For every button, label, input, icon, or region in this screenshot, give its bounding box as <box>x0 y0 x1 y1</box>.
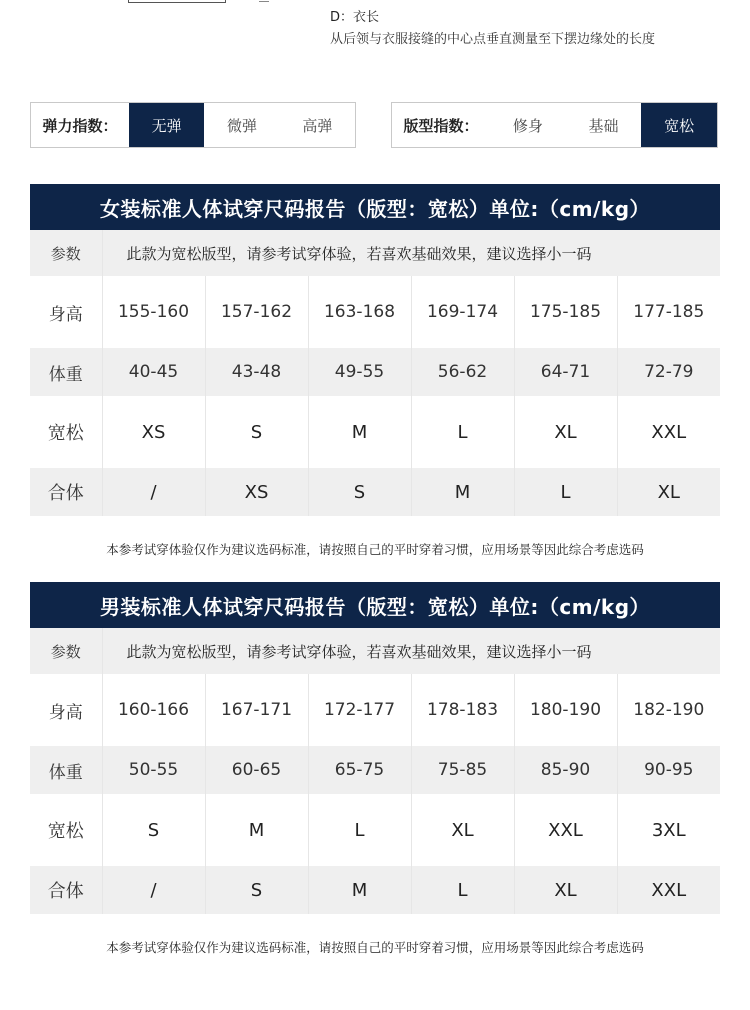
elastic-option-high: 高弹 <box>302 116 333 135</box>
loose-size-cell: S <box>102 794 205 866</box>
elastic-index-box <box>30 102 356 148</box>
fit-label: 合体 <box>30 866 102 914</box>
height-cell: 167-171 <box>205 674 308 746</box>
height-cell: 163-168 <box>308 276 411 348</box>
loose-label: 宽松 <box>30 396 102 468</box>
param-note: 此款为宽松版型，请参考试穿体验，若喜欢基础效果，建议选择小一码 <box>102 628 720 674</box>
table-row <box>30 794 720 866</box>
fit-size-cell: XXL <box>617 866 720 914</box>
table-row <box>30 628 720 674</box>
elastic-option-slight: 微弹 <box>226 116 257 135</box>
weight-cell: 56-62 <box>411 348 514 396</box>
height-label: 身高 <box>30 674 102 746</box>
loose-size-cell: M <box>308 396 411 468</box>
fit-size-cell: L <box>514 468 617 516</box>
loose-size-cell: 3XL <box>617 794 720 866</box>
table-row <box>30 674 720 746</box>
fit-size-cell: S <box>308 468 411 516</box>
fit-label: 合体 <box>30 468 102 516</box>
fit-index-label: 版型指数： <box>403 116 479 135</box>
weight-cell: 75-85 <box>411 746 514 794</box>
loose-size-cell: XXL <box>617 396 720 468</box>
fit-size-cell: XL <box>617 468 720 516</box>
table-row <box>30 396 720 468</box>
weight-cell: 85-90 <box>514 746 617 794</box>
height-cell: 178-183 <box>411 674 514 746</box>
weight-cell: 60-65 <box>205 746 308 794</box>
fit-size-cell: XS <box>205 468 308 516</box>
men-footnote: 本参考试穿体验仅作为建议选码标准，请按照自己的平时穿着习惯，应用场景等因此综合考虑选码 <box>106 940 644 955</box>
height-cell: 177-185 <box>617 276 720 348</box>
loose-size-cell: M <box>205 794 308 866</box>
loose-label: 宽松 <box>30 794 102 866</box>
height-cell: 169-174 <box>411 276 514 348</box>
height-cell: 160-166 <box>102 674 205 746</box>
top-decoration-line <box>259 0 269 2</box>
women-size-table <box>30 230 720 516</box>
height-cell: 182-190 <box>617 674 720 746</box>
loose-size-cell: L <box>411 396 514 468</box>
param-label: 参数 <box>30 628 102 674</box>
women-table-title: 女装标准人体试穿尺码报告（版型：宽松）单位:（cm/kg） <box>30 184 720 230</box>
measure-d-label: D：衣长 <box>330 10 380 25</box>
fit-size-cell: M <box>308 866 411 914</box>
param-label: 参数 <box>30 230 102 276</box>
loose-size-cell: XS <box>102 396 205 468</box>
weight-label: 体重 <box>30 746 102 794</box>
height-cell: 155-160 <box>102 276 205 348</box>
loose-size-cell: L <box>308 794 411 866</box>
loose-size-cell: S <box>205 396 308 468</box>
weight-label: 体重 <box>30 348 102 396</box>
loose-size-cell: XL <box>411 794 514 866</box>
fit-size-cell: / <box>102 468 205 516</box>
table-row <box>30 230 720 276</box>
men-size-table <box>30 628 720 914</box>
fit-size-cell: M <box>411 468 514 516</box>
measure-d-description: 从后领与衣服接缝的中心点垂直测量至下摆边缘处的长度 <box>330 32 656 47</box>
weight-cell: 72-79 <box>617 348 720 396</box>
fit-option-slim: 修身 <box>512 116 543 135</box>
weight-cell: 40-45 <box>102 348 205 396</box>
table-row <box>30 866 720 914</box>
height-cell: 180-190 <box>514 674 617 746</box>
fit-option-regular: 基础 <box>588 116 619 135</box>
fit-size-cell: L <box>411 866 514 914</box>
top-decoration <box>128 0 226 3</box>
men-table-title: 男装标准人体试穿尺码报告（版型：宽松）单位:（cm/kg） <box>30 582 720 628</box>
weight-cell: 65-75 <box>308 746 411 794</box>
fit-option-loose: 宽松 <box>641 103 717 147</box>
height-cell: 172-177 <box>308 674 411 746</box>
women-footnote: 本参考试穿体验仅作为建议选码标准，请按照自己的平时穿着习惯，应用场景等因此综合考虑选码 <box>106 542 644 557</box>
table-row <box>30 746 720 794</box>
table-row <box>30 348 720 396</box>
weight-cell: 50-55 <box>102 746 205 794</box>
table-row <box>30 468 720 516</box>
height-cell: 157-162 <box>205 276 308 348</box>
weight-cell: 43-48 <box>205 348 308 396</box>
elastic-index-label: 弹力指数： <box>42 116 118 135</box>
fit-size-cell: / <box>102 866 205 914</box>
fit-size-cell: S <box>205 866 308 914</box>
height-cell: 175-185 <box>514 276 617 348</box>
fit-index-box <box>391 102 718 148</box>
height-label: 身高 <box>30 276 102 348</box>
weight-cell: 49-55 <box>308 348 411 396</box>
weight-cell: 64-71 <box>514 348 617 396</box>
table-row <box>30 276 720 348</box>
loose-size-cell: XXL <box>514 794 617 866</box>
loose-size-cell: XL <box>514 396 617 468</box>
fit-size-cell: XL <box>514 866 617 914</box>
elastic-option-none: 无弹 <box>129 103 204 147</box>
weight-cell: 90-95 <box>617 746 720 794</box>
param-note: 此款为宽松版型，请参考试穿体验，若喜欢基础效果，建议选择小一码 <box>102 230 720 276</box>
